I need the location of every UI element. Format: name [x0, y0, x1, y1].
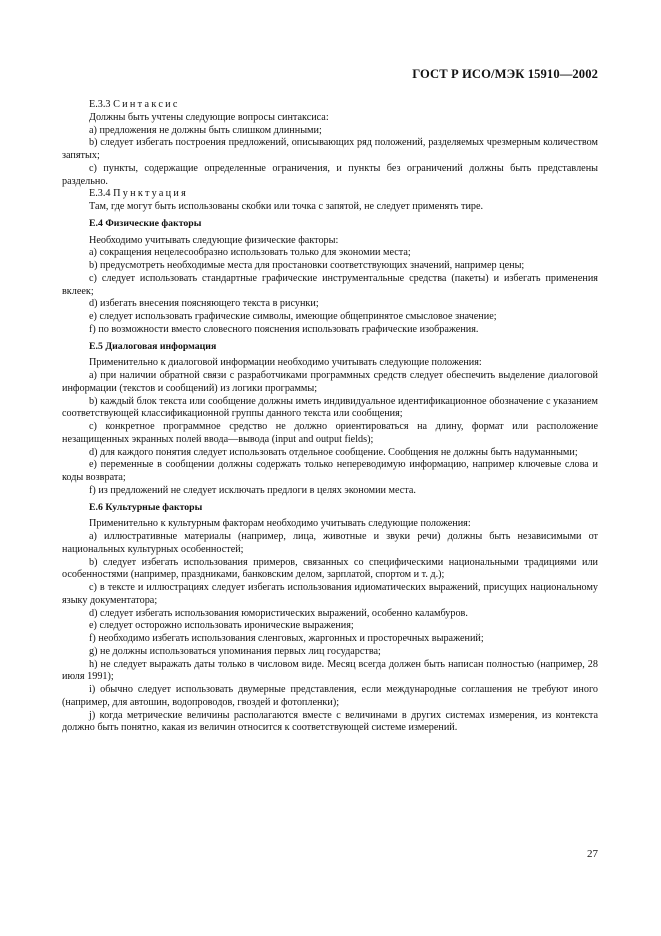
subsection-heading-e34	[62, 188, 598, 201]
list-item: b) каждый блок текста или сообщение должны иметь индивидуальное идентификационное обозначение с указанием соответствующей классификационной группы данного текста или сообщения;	[62, 395, 598, 420]
list-item: e) следует осторожно использовать иронические выражения;	[89, 620, 354, 632]
subsection-title: Синтаксис	[113, 99, 180, 110]
list-item: a) сокращения нецелесообразно использовать только для экономии места;	[89, 247, 411, 259]
list-item: d) избегать внесения поясняющего текста в рисунки;	[89, 298, 319, 310]
list-item: c) пункты, содержащие определенные ограничения, и пункты без ограничений должны быть представлены раздельно.	[62, 162, 598, 187]
paragraph: Применительно к диалоговой информации необходимо учитывать следующие положения:	[89, 357, 482, 369]
list-item: f) по возможности вместо словесного пояснения использовать графические изображения.	[89, 323, 479, 335]
list-item: d) для каждого понятия следует использовать отдельное сообщение. Сообщения не должны быть надуманными;	[89, 446, 578, 458]
list-item: e) следует использовать графические символы, имеющие общепринятое смысловое значение;	[89, 311, 497, 322]
subsection-heading-e33	[62, 99, 598, 112]
paragraph: Должны быть учтены следующие вопросы синтаксиса:	[89, 111, 329, 123]
list-item: b) следует избегать использования примеров, связанных со специфическими национальными традициями или особенностями (например, праздниками, банковским делом, зарплатой, спортом и т. д.);	[62, 556, 598, 581]
list-item: a) при наличии обратной связи с разработчиками программных средств следует обеспечить выделение диалоговой информации (текстов и сообщений) из логики программы;	[62, 370, 598, 394]
list-item: b) следует избегать построения предложений, описывающих ряд положений, разделяемых чрезмерным количеством запятых;	[62, 137, 598, 161]
subsection-number: Е.3.4	[89, 188, 111, 200]
subsection-title: Пунктуация	[113, 188, 189, 200]
section-heading-e5: Е.5 Диалоговая информация	[89, 340, 217, 352]
list-item: a) иллюстративные материалы (например, лица, животные и звуки речи) должны быть независимыми от национальных культурных особенностей;	[62, 531, 598, 555]
paragraph: Применительно к культурным факторам необходимо учитывать следующие положения:	[89, 518, 471, 530]
list-item: i) обычно следует использовать двумерные представления, если международные соглашения не требуют иного (например, для автошин, водопроводов, гвоздей и фотопленки);	[62, 684, 598, 708]
list-item: c) следует использовать стандартные графические инструментальные средства (пакеты) и избегать применения вклеек;	[62, 272, 598, 297]
list-item: d) следует избегать использования юмористических выражений, особенно каламбуров.	[89, 607, 468, 619]
section-heading-e6: Е.6 Культурные факторы	[89, 501, 203, 513]
list-item: j) когда метрические величины располагаются вместе с величинами в других системах измерения, из контекста должно быть понятно, какая из величин относится к соответствующей системе измерений.	[62, 709, 598, 734]
paragraph: Необходимо учитывать следующие физические факторы:	[89, 234, 339, 246]
list-item: e) переменные в сообщении должны содержать только непереводимую информацию, например ключевые слова и коды возврата;	[62, 459, 598, 483]
list-item: b) предусмотреть необходимые места для простановки соответствующих значений, например цены;	[89, 260, 525, 271]
list-item: h) не следует выражать даты только в числовом виде. Месяц всегда должен быть написан полностью (например, 28 июля 1991);	[62, 658, 598, 683]
list-item: g) не должны использоваться упоминания первых лиц государства;	[89, 645, 381, 657]
list-item: f) из предложений не следует исключать предлоги в целях экономии места.	[89, 484, 416, 496]
document-header: ГОСТ Р ИСО/МЭК 15910—2002	[412, 67, 598, 81]
list-item: f) необходимо избегать использования сленговых, жаргонных и просторечных выражений;	[89, 633, 484, 644]
list-item: c) в тексте и иллюстрациях следует избегать использования идиоматических выражений, присущих национальному языку документатора;	[62, 582, 598, 606]
document-body	[62, 99, 598, 735]
list-item: a) предложения не должны быть слишком длинными;	[89, 124, 322, 136]
list-item: c) конкретное программное средство не должно ориентироваться на длину, формат или расположение незащищенных экранных полей ввода—вывода (input and output fields);	[62, 421, 598, 445]
paragraph: Там, где могут быть использованы скобки или точка с запятой, не следует применять тире.	[89, 201, 484, 212]
subsection-number: Е.3.3	[89, 99, 111, 110]
page-number: 27	[587, 848, 598, 860]
section-heading-e4: Е.4 Физические факторы	[89, 217, 202, 229]
